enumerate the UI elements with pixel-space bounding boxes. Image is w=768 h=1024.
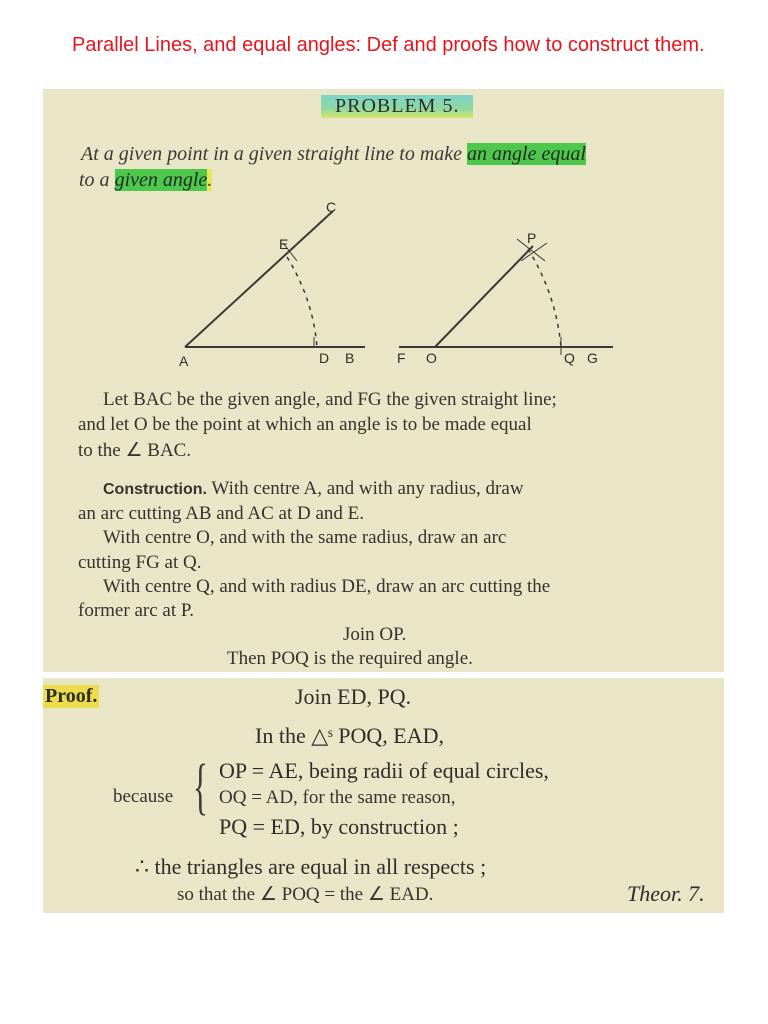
proof-triangles: In the △ˢ POQ, EAD, [255,723,445,748]
page-title: Parallel Lines, and equal angles: Def and proofs how to construct them. [72,34,705,56]
construction-line-3: With centre O, and with the same radius, draw an arc [103,527,507,548]
problem-statement-line-2: to a given angle. [79,169,213,191]
construction-line-2: an arc cutting AB and AC at D and E. [78,503,364,524]
proof-reason-2: OQ = AD, for the same reason, [219,787,456,808]
line-ac [185,211,333,347]
construction-line-5: With centre Q, and with radius DE, draw an arc cutting the [103,576,551,597]
label-q: Q [564,350,575,366]
label-b: B [345,350,355,366]
proof-panel [43,678,724,913]
line-op [435,246,533,347]
label-o: O [426,350,437,366]
proof-reference: Theor. 7. [627,881,705,906]
figure-angle-poq [399,239,613,355]
highlight-given-angle: given angle [114,169,208,191]
proof-conclusion-1: ∴ the triangles are equal in all respects ; [135,854,487,879]
proof-reason-3: PQ = ED, by construction ; [219,814,459,839]
arc-de [287,257,317,347]
highlight-angle-equal: an angle equal [467,143,586,165]
arc-pq [528,249,561,347]
given-line-3: to the ∠ BAC. [78,440,192,461]
brace: { [193,753,208,821]
figure-angle-bac [185,211,365,347]
proof-label: Proof. [45,685,98,707]
construction-line-4: cutting FG at Q. [78,552,202,573]
given-line-1: Let BAC be the given angle, and FG the given straight line; [103,389,557,410]
proof-reason-1: OP = AE, being radii of equal circles, [219,758,549,783]
label-e: E [279,236,289,252]
label-p: P [527,230,537,246]
proof-because: because [113,786,174,807]
proof-conclusion-2: so that the ∠ POQ = the ∠ EAD. [177,884,434,905]
label-c: C [326,199,337,215]
construction-figure [43,189,724,379]
problem-panel [43,89,724,672]
proof-join: Join ED, PQ. [295,684,412,709]
label-g: G [587,350,598,366]
problem-statement-line-1: At a given point in a given straight line to make an angle equal [81,143,586,165]
label-a: A [179,353,189,369]
label-d: D [319,350,330,366]
construction-line-8: Then POQ is the required angle. [227,648,473,669]
label-f: F [397,350,406,366]
construction-line-7: Join OP. [343,624,407,645]
construction-line-1: Construction. With centre A, and with any radius, draw [103,478,524,499]
construction-line-6: former arc at P. [78,600,195,621]
problem-title: PROBLEM 5. [321,95,473,118]
given-line-2: and let O be the point at which an angle is to be made equal [78,414,532,435]
